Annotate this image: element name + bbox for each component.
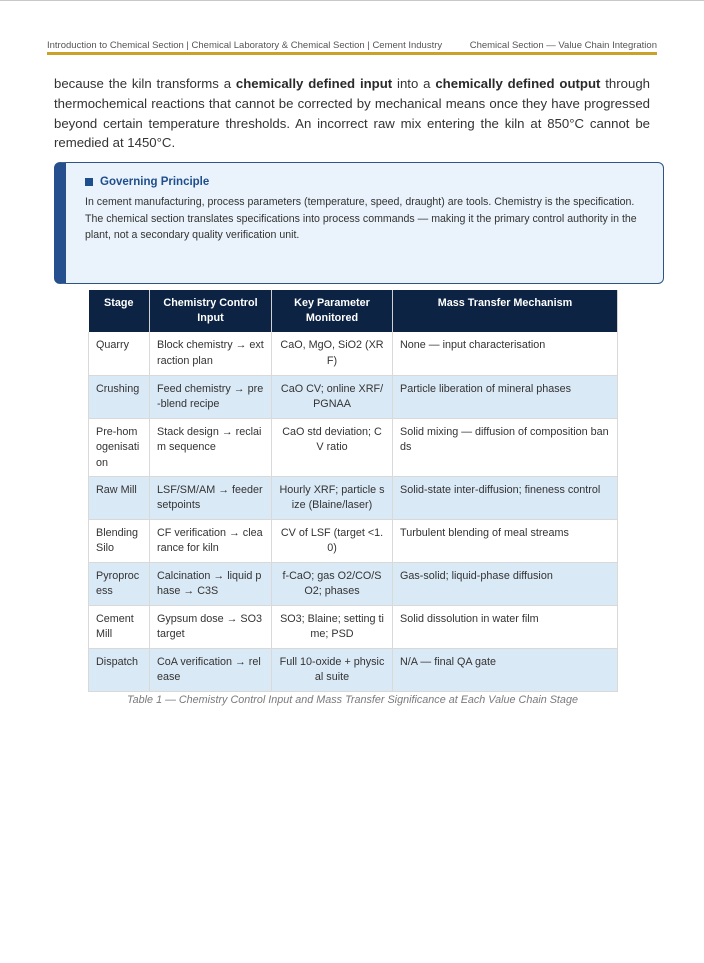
parameter-cell: SO3; Blaine; setting time; PSD (272, 605, 393, 648)
stage-cell: Dispatch (89, 648, 150, 691)
table-row (89, 476, 618, 519)
mechanism-cell: Solid mixing — diffusion of composition bands (393, 418, 618, 476)
mechanism-cell: N/A — final QA gate (393, 648, 618, 691)
table-caption: Table 1 — Chemistry Control Input and Mass Transfer Significance at Each Value Chain Stage (127, 694, 578, 706)
control-input-cell: Stack design → reclaim sequence (150, 418, 272, 476)
parameter-cell: CV of LSF (target <1.0) (272, 519, 393, 562)
parameter-cell: f-CaO; gas O2/CO/SO2; phases (272, 562, 393, 605)
parameter-cell: Full 10-oxide + physical suite (272, 648, 393, 691)
body-text-3: through thermochemical reactions that cannot be corrected by mechanical means once they have progressed beyond certain temperature thresholds. An incorrect raw mix entering the kiln at 850°C cannot be remedied at 1450°C. (54, 76, 650, 151)
body-text-2: into a (392, 76, 436, 91)
table-row (89, 519, 618, 562)
mechanism-cell: Turbulent blending of meal streams (393, 519, 618, 562)
mechanism-cell: Particle liberation of mineral phases (393, 375, 618, 418)
table-row (89, 605, 618, 648)
callout-body-text: In cement manufacturing, process parameters (temperature, speed, draught) are tools. Chemistry is the specification. The chemical section translates specifications into process commands — making it the primary control authority in the plant, not a secondary quality verification unit. (85, 196, 637, 241)
table-row (89, 418, 618, 476)
control-input-cell: Block chemistry → extraction plan (150, 332, 272, 375)
stage-cell: Quarry (89, 332, 150, 375)
governing-principle-callout (54, 162, 664, 284)
mechanism-cell: None — input characterisation (393, 332, 618, 375)
header-gold-rule (47, 52, 657, 55)
parameter-cell: CaO std deviation; CV ratio (272, 418, 393, 476)
top-border-line (0, 0, 704, 1)
control-input-cell: Gypsum dose → SO3 target (150, 605, 272, 648)
control-input-cell: LSF/SM/AM → feeder setpoints (150, 476, 272, 519)
stage-cell: Pre-homogenisation (89, 418, 150, 476)
control-input-cell: CoA verification → release (150, 648, 272, 691)
body-paragraph (54, 74, 650, 153)
control-input-cell: Feed chemistry → pre-blend recipe (150, 375, 272, 418)
header-cell-mechanism: Mass Transfer Mechanism (393, 290, 618, 332)
body-bold-1: chemically defined input (235, 76, 393, 91)
table-row (89, 332, 618, 375)
table-row (89, 562, 618, 605)
square-icon (85, 178, 93, 186)
mechanism-cell: Gas-solid; liquid-phase diffusion (393, 562, 618, 605)
value-chain-table (88, 290, 618, 692)
table-row (89, 375, 618, 418)
body-bold-2: chemically defined output (435, 76, 601, 91)
body-text-1: because the kiln transforms a (54, 76, 236, 91)
header-right-text: Chemical Section — Value Chain Integration (469, 39, 657, 51)
header-cell-parameter: Key Parameter Monitored (272, 290, 393, 332)
table-header-row (89, 290, 618, 332)
header-cell-control-input: Chemistry Control Input (150, 290, 272, 332)
parameter-cell: CaO CV; online XRF/PGNAA (272, 375, 393, 418)
stage-cell: Pyroprocess (89, 562, 150, 605)
mechanism-cell: Solid-state inter-diffusion; fineness control (393, 476, 618, 519)
control-input-cell: CF verification → clearance for kiln (150, 519, 272, 562)
page-header (47, 38, 657, 52)
table-row (89, 648, 618, 691)
stage-cell: Crushing (89, 375, 150, 418)
header-left-text: Introduction to Chemical Section | Chemical Laboratory & Chemical Section | Cement Industry (47, 39, 443, 51)
header-cell-stage: Stage (89, 290, 150, 332)
mechanism-cell: Solid dissolution in water film (393, 605, 618, 648)
parameter-cell: Hourly XRF; particle size (Blaine/laser) (272, 476, 393, 519)
callout-title (85, 176, 209, 188)
parameter-cell: CaO, MgO, SiO2 (XRF) (272, 332, 393, 375)
stage-cell: Raw Mill (89, 476, 150, 519)
callout-title-text: Governing Principle (100, 176, 210, 188)
stage-cell: Cement Mill (89, 605, 150, 648)
control-input-cell: Calcination → liquid phase → C3S (150, 562, 272, 605)
stage-cell: Blending Silo (89, 519, 150, 562)
